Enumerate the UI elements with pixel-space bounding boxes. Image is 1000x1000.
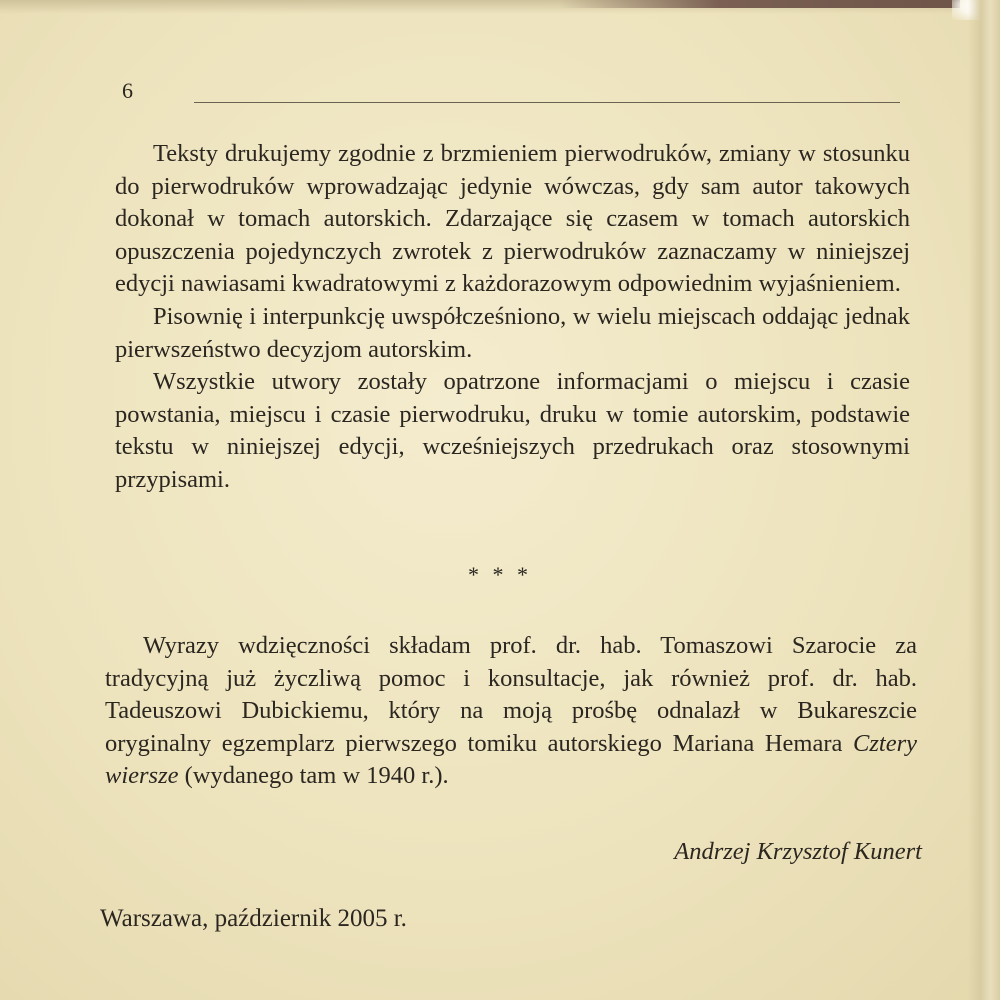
paragraph-annotations: Wszystkie utwory zostały opatrzone informacjami o miejscu i czasie powstania, miejscu i czasie pierwodruku, druku w tomie autorskim, podstawie tekstu w niniejszej edycji, wcześniejszych przedrukach oraz stosownymi przypisami. (115, 368, 910, 493)
editorial-notes (115, 138, 910, 497)
page-gutter-edge (968, 0, 1000, 1000)
place-and-date: Warszawa, październik 2005 r. (100, 905, 407, 932)
page-number: 6 (122, 78, 133, 103)
author-signature: Andrzej Krzysztof Kunert (674, 838, 922, 865)
paragraph-texts: Teksty drukujemy zgodnie z brzmieniem pierwodruków, zmiany w stosunku do pierwodruków wprowadzając jedynie wówczas, gdy sam autor takowych dokonał w tomach autorskich. Zdarzające się czasem w tomach autorskich opuszczenia pojedynczych zwrotek z pierwodruków zaznaczamy w niniejszej edycji nawiasami kwadratowymi z każdorazowym odpowiednim wyjaśnieniem. (115, 140, 910, 298)
acknowledgement-text-end: (wydanego tam w 1940 r.). (178, 762, 449, 790)
header-rule (194, 102, 900, 103)
paragraph-spelling: Pisownię i interpunkcję uwspółcześniono, w wielu miejscach oddając jednak pierwszeństwo decyzjom autorskim. (115, 302, 910, 363)
acknowledgement (105, 630, 917, 793)
book-title: Cztery wiersze (105, 729, 917, 790)
section-separator: * * * (468, 562, 532, 587)
acknowledgement-text: Wyrazy wdzięczności składam prof. dr. hab. Tomaszowi Szarocie za tradycyjną już życzliwą pomoc i konsultacje, jak również prof. dr. hab. Tadeuszowi Dubickiemu, który na moją prośbę odnalazł w Bukareszcie oryginalny egzemplarz pierwszego tomiku autorskiego Mariana Hemara (105, 632, 917, 757)
paragraph-acknowledgement (105, 630, 917, 793)
page-header (122, 78, 900, 108)
book-cover-edge (560, 0, 960, 8)
